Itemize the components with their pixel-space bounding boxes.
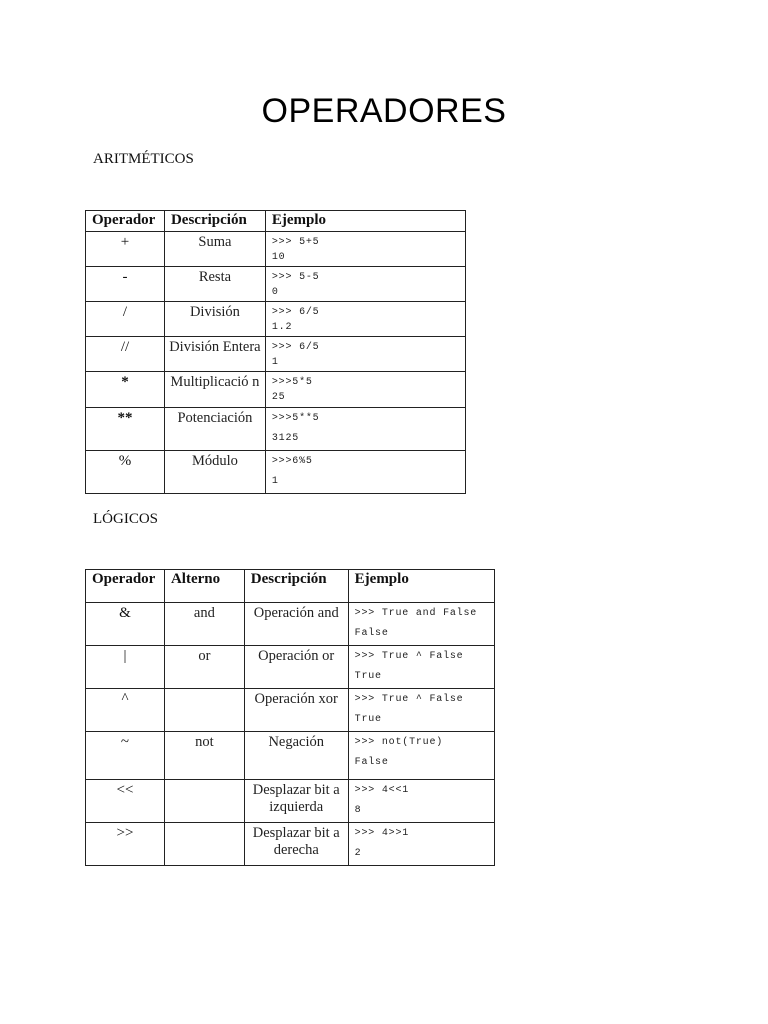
operator-cell: - (86, 267, 165, 302)
alternate-cell: and (164, 603, 244, 646)
example-cell (265, 408, 465, 451)
table-row (86, 646, 495, 689)
example-output: False (354, 757, 389, 768)
header-ejemplo: Ejemplo (265, 211, 465, 232)
alternate-cell (164, 780, 244, 823)
example-cell (348, 780, 494, 823)
example-output: False (354, 628, 389, 639)
alternate-cell (164, 689, 244, 732)
example-input: >>> 6/5 (271, 307, 320, 318)
operator-cell: * (86, 372, 165, 408)
table-row (86, 451, 466, 494)
description-cell: Operación and (244, 603, 348, 646)
description-cell: Negación (244, 732, 348, 780)
example-input: >>> 4<<1 (354, 785, 410, 796)
example-cell (265, 372, 465, 408)
table-row (86, 780, 495, 823)
example-input: >>> 4>>1 (354, 828, 410, 839)
example-output: 1 (271, 357, 279, 368)
table-row (86, 232, 466, 267)
example-input: >>>6%5 (271, 456, 313, 467)
description-cell: Resta (164, 267, 265, 302)
section-heading-logicos: LÓGICOS (93, 511, 159, 527)
operator-cell: % (86, 451, 165, 494)
table-header-row (86, 570, 495, 603)
example-output: 25 (271, 392, 286, 403)
example-input: >>>5*5 (271, 377, 313, 388)
operator-cell: >> (86, 823, 165, 866)
table-row (86, 823, 495, 866)
example-input: >>> 5+5 (271, 237, 320, 248)
table-row (86, 372, 466, 408)
example-cell (265, 232, 465, 267)
header-ejemplo: Ejemplo (348, 570, 494, 603)
table-header-row (86, 211, 466, 232)
example-output: 0 (271, 287, 279, 298)
alternate-cell (164, 823, 244, 866)
table-row (86, 302, 466, 337)
description-cell: División Entera (164, 337, 265, 372)
description-cell: Módulo (164, 451, 265, 494)
example-cell (348, 732, 494, 780)
description-cell: Operación xor (244, 689, 348, 732)
example-input: >>> 5-5 (271, 272, 320, 283)
example-input: >>> True and False (354, 608, 478, 619)
example-input: >>> not(True) (354, 737, 444, 748)
example-cell (348, 646, 494, 689)
example-cell (265, 451, 465, 494)
header-operador: Operador (86, 211, 165, 232)
example-cell (348, 603, 494, 646)
operator-cell: ** (86, 408, 165, 451)
example-output: 3125 (271, 433, 300, 444)
description-cell: Desplazar bit a izquierda (244, 780, 348, 823)
example-input: >>> 6/5 (271, 342, 320, 353)
table-row (86, 603, 495, 646)
header-descripcion: Descripción (164, 211, 265, 232)
example-output: True (354, 714, 382, 725)
example-output: 10 (271, 252, 286, 263)
description-cell: Multiplicació n (164, 372, 265, 408)
example-cell (265, 337, 465, 372)
table-row (86, 267, 466, 302)
example-cell (348, 823, 494, 866)
example-output: 1.2 (271, 322, 293, 333)
operator-cell: / (86, 302, 165, 337)
header-operador: Operador (86, 570, 165, 603)
operator-cell: + (86, 232, 165, 267)
table-row (86, 337, 466, 372)
description-cell: Suma (164, 232, 265, 267)
operator-cell: // (86, 337, 165, 372)
arithmetic-operators-table (85, 210, 466, 494)
description-cell: Operación or (244, 646, 348, 689)
example-input: >>> True ^ False (354, 651, 464, 662)
example-input: >>>5**5 (271, 413, 320, 424)
example-cell (348, 689, 494, 732)
example-cell (265, 267, 465, 302)
operator-cell: ^ (86, 689, 165, 732)
header-descripcion: Descripción (244, 570, 348, 603)
operator-cell: & (86, 603, 165, 646)
example-output: 2 (354, 848, 362, 859)
alternate-cell: or (164, 646, 244, 689)
page-title: OPERADORES (261, 92, 507, 130)
table-row (86, 408, 466, 451)
logical-operators-table (85, 569, 495, 866)
description-cell: Desplazar bit a derecha (244, 823, 348, 866)
section-heading-aritmeticos: ARITMÉTICOS (93, 151, 194, 167)
header-alterno: Alterno (164, 570, 244, 603)
description-cell: Potenciación (164, 408, 265, 451)
example-output: 8 (354, 805, 362, 816)
example-input: >>> True ^ False (354, 694, 464, 705)
table-row (86, 689, 495, 732)
operator-cell: ~ (86, 732, 165, 780)
example-output: True (354, 671, 382, 682)
example-output: 1 (271, 476, 279, 487)
description-cell: División (164, 302, 265, 337)
operator-cell: << (86, 780, 165, 823)
table-row (86, 732, 495, 780)
operator-cell: | (86, 646, 165, 689)
example-cell (265, 302, 465, 337)
alternate-cell: not (164, 732, 244, 780)
